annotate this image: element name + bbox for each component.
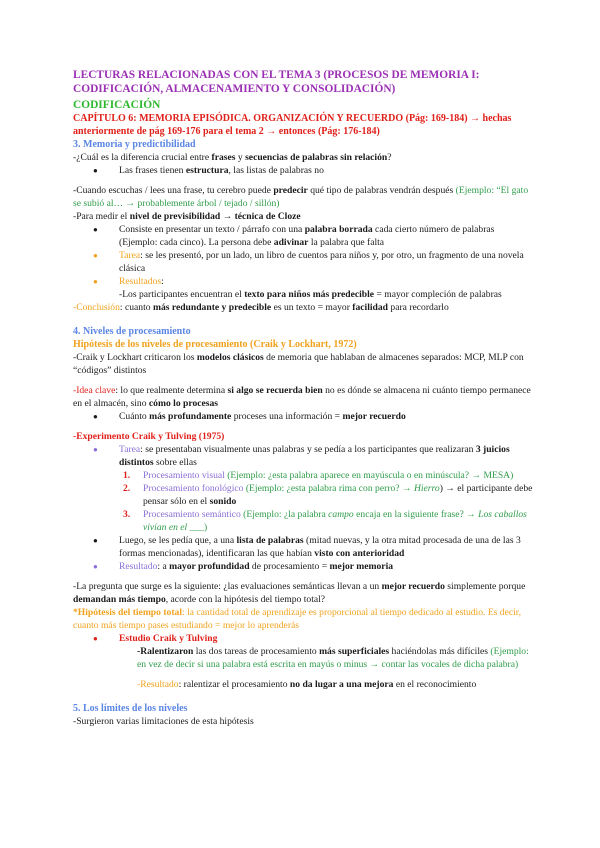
list-item: ● Luego, se les pedía que, a una lista de palabras (mitad nuevas, y la otra mitad procesada de una de las 3 formas mencionadas), identificaran las que habían visto con anterioridad: [73, 534, 533, 560]
section-codificacion: CODIFICACIÓN: [73, 99, 161, 111]
paragraph: -¿Cuál es la diferencia crucial entre frases y secuencias de palabras sin relación?: [73, 152, 392, 163]
paragraph: -Para medir el nivel de previsibilidad → técnica de Cloze: [73, 211, 301, 222]
document-page: [73, 68, 533, 728]
list-item: ● Resultados:: [73, 275, 533, 288]
section-5-heading: 5. Los límites de los niveles: [73, 703, 188, 714]
paragraph: -Craik y Lockhart criticaron los modelos clásicos de memoria que hablaban de almacenes separados: MCP, MLP con “códigos” distintos: [73, 352, 524, 376]
paragraph: -Conclusión: cuanto más redundante y predecible es un texto = mayor facilidad para recordarlo: [73, 302, 449, 313]
paragraph: -Cuando escuchas / lees una frase, tu cerebro puede predecir qué tipo de palabras vendrán después (Ejemplo: “El gato se subió al… → probablemente árbol / tejado / sillón): [73, 185, 529, 209]
document-title: LECTURAS RELACIONADAS CON EL TEMA 3 (PROCESOS DE MEMORIA I: CODIFICACIÓN, ALMACENAMIENTO Y CONSOLIDACIÓN): [73, 69, 480, 95]
list-item: ● Tarea: se les presentó, por un lado, un libro de cuentos para niños y, por otro, un fragmento de una novela clásica: [73, 249, 533, 275]
list-item: 2. Procesamiento fonológico (Ejemplo: ¿esta palabra rima con perro? → Hierro) → el participante debe pensar sólo en el sonido: [123, 483, 533, 507]
paragraph: *Hipótesis del tiempo total: la cantidad total de aprendizaje es proporcional al tiempo dedicado al estudio. Es decir, cuanto más tiempo pases estudiando = mejor lo aprenderás: [73, 607, 521, 631]
paragraph: -Resultado: ralentizar el procesamiento no da lugar a una mejora en el reconocimiento: [137, 679, 477, 690]
paragraph: -Idea clave: lo que realmente determina si algo se recuerda bien no es dónde se almacena ni cuánto tiempo permanece en el almacén, sino cómo lo procesas: [73, 385, 531, 409]
paragraph: -Ralentizaron las dos tareas de procesamiento más superficiales haciéndolas más difíciles (Ejemplo: en vez de decir si una palabra está escrita en mayús o minus → contar las vocales de dicha palabra): [137, 646, 529, 670]
section-4-heading: 4. Niveles de procesamiento: [73, 326, 191, 337]
section-3-heading: 3. Memoria y predictibilidad: [73, 139, 196, 150]
experiment-heading: -Experimento Craik y Tulving (1975): [73, 431, 225, 442]
list-item: 1. Procesamiento visual (Ejemplo: ¿esta palabra aparece en mayúscula o en minúscula? → MESA): [123, 470, 514, 481]
list-item: ● Tarea: se presentaban visualmente unas palabras y se pedía a los participantes que realizaran 3 juicios distintos sobre ellas: [73, 443, 533, 469]
list-item: ● Resultado: a mayor profundidad de procesamiento = mejor memoria: [73, 560, 533, 573]
subheading: Hipótesis de los niveles de procesamiento (Craik y Lockhart, 1972): [73, 339, 357, 350]
paragraph: -La pregunta que surge es la siguiente: ¿las evaluaciones semánticas llevan a un mejor recuerdo simplemente porque demandan más tiempo, acorde con la hipótesis del tiempo total?: [73, 581, 526, 605]
paragraph: -Surgieron varias limitaciones de esta hipótesis: [73, 716, 254, 727]
list-item: ● Las frases tienen estructura, las listas de palabras no: [73, 164, 533, 177]
list-item: ● Cuánto más profundamente proceses una información = mejor recuerdo: [73, 410, 533, 423]
chapter-heading: CAPÍTULO 6: MEMORIA EPISÓDICA. ORGANIZACIÓN Y RECUERDO (Pág: 169-184) → hechas anteriormente de pág 169-176 para el tema 2 → entonces (Pág: 176-184): [73, 113, 512, 137]
list-item: ● Consiste en presentar un texto / párrafo con una palabra borrada cada cierto número de palabras (Ejemplo: cada cinco). La persona debe adivinar la palabra que falta: [73, 223, 533, 249]
list-item: ● Estudio Craik y Tulving: [73, 632, 533, 645]
list-item: 3. Procesamiento semántico (Ejemplo: ¿la palabra campo encaja en la siguiente frase? → Los caballos vivían en el ___): [123, 509, 527, 533]
paragraph: -Los participantes encuentran el texto para niños más predecible = mayor compleción de palabras: [119, 289, 502, 300]
